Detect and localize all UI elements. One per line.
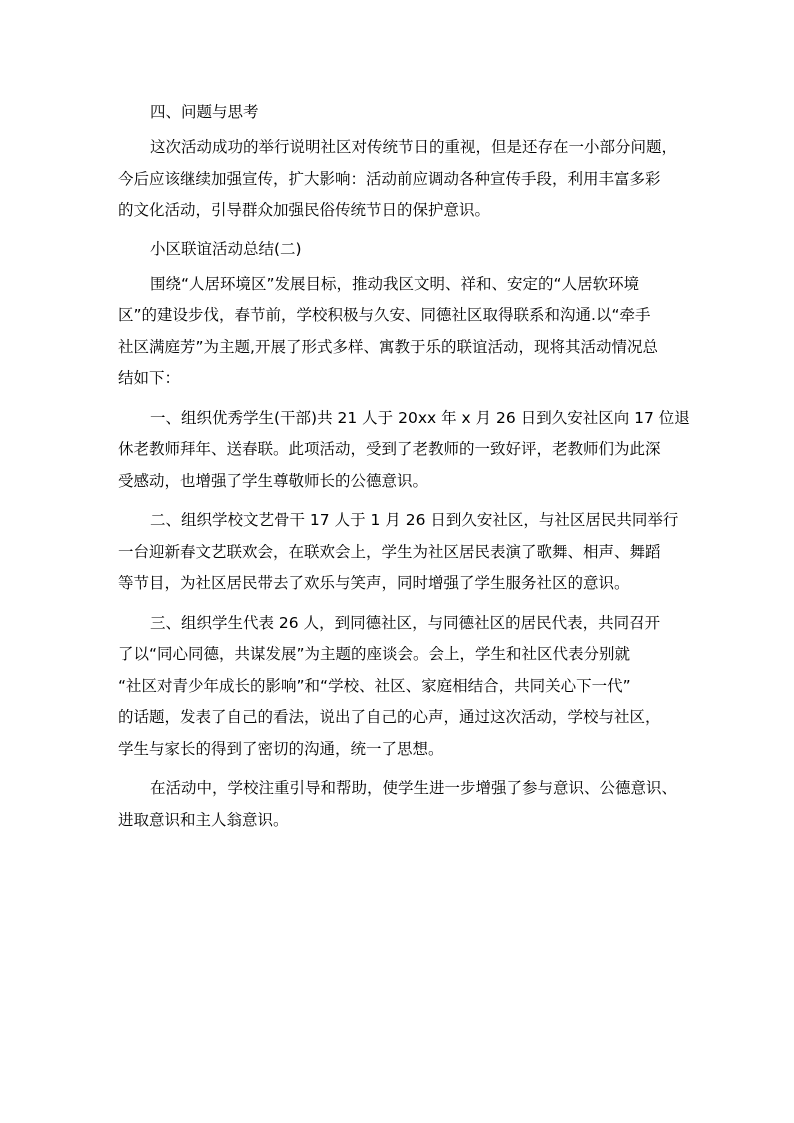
paragraph-item-three: [118, 608, 682, 766]
paragraph-line: 在活动中，学校注重引导和帮助，使学生进一步增强了参与意识、公德意识、: [150, 779, 678, 797]
paragraph-line: 一、组织优秀学生(干部)共 21 人于 20xx 年 x 月 26 日到久安社区向 17 位退: [150, 408, 690, 427]
paragraph-line: 社区满庭芳”为主题,开展了形式多样、寓教于乐的联谊活动，现将其活动情况总: [118, 337, 658, 356]
paragraph-line: 了以“同心同德，共谋发展”为主题的座谈会。会上，学生和社区代表分别就: [118, 645, 631, 663]
paragraph-line: 学生与家长的得到了密切的沟通，统一了思想。: [118, 739, 444, 758]
document-page: [118, 98, 690, 844]
paragraph-intro: [118, 269, 682, 395]
paragraph-line: “社区对青少年成长的影响”和“学校、社区、家庭相结合，共同关心下一代”: [118, 676, 631, 695]
paragraph-line: 的话题，发表了自己的看法，说出了自己的心声，通过这次活动，学校与社区，: [118, 708, 661, 726]
paragraph-problems: [118, 132, 682, 227]
paragraph-line: 围绕“人居环境区”发展目标，推动我区文明、祥和、安定的“人居软环境: [150, 274, 640, 293]
paragraph-line: 受感动，也增强了学生尊敬师长的公德意识。: [118, 471, 429, 490]
paragraph-line: 等节目，为社区居民带去了欢乐与笑声，同时增强了学生服务社区的意识。: [118, 574, 630, 592]
paragraph-line: 今后应该继续加强宣传，扩大影响：活动前应调动各种宣传手段，利用丰富多彩: [118, 169, 661, 188]
paragraph-item-two: [118, 505, 682, 600]
paragraph-line: 结如下：: [118, 369, 181, 387]
paragraph-conclusion: [118, 773, 682, 836]
paragraph-line: 二、组织学校文艺骨干 17 人于 1 月 26 日到久安社区，与社区居民共同举行: [150, 511, 679, 529]
subtitle: 小区联谊活动总结(二): [150, 239, 302, 258]
paragraph-line: 休老教师拜年、送春联。此项活动，受到了老教师的一致好评，老教师们为此深: [118, 440, 661, 458]
section-heading: 四、问题与思考: [150, 103, 259, 121]
paragraph-line: 区”的建设步伐，春节前，学校积极与久安、同德社区取得联系和沟通.以“牵手: [118, 306, 651, 324]
paragraph-item-one: [118, 403, 690, 498]
paragraph-line: 进取意识和主人翁意识。: [118, 810, 289, 829]
paragraph-line: 一台迎新春文艺联欢会，在联欢会上，学生为社区居民表演了歌舞、相声、舞蹈: [118, 542, 661, 561]
paragraph-line: 这次活动成功的举行说明社区对传统节日的重视，但是还存在一小部分问题，: [150, 138, 678, 156]
paragraph-line: 的文化活动，引导群众加强民俗传统节日的保护意识。: [118, 201, 491, 219]
paragraph-line: 三、组织学生代表 26 人，到同德社区，与同德社区的居民代表，共同召开: [150, 613, 661, 632]
